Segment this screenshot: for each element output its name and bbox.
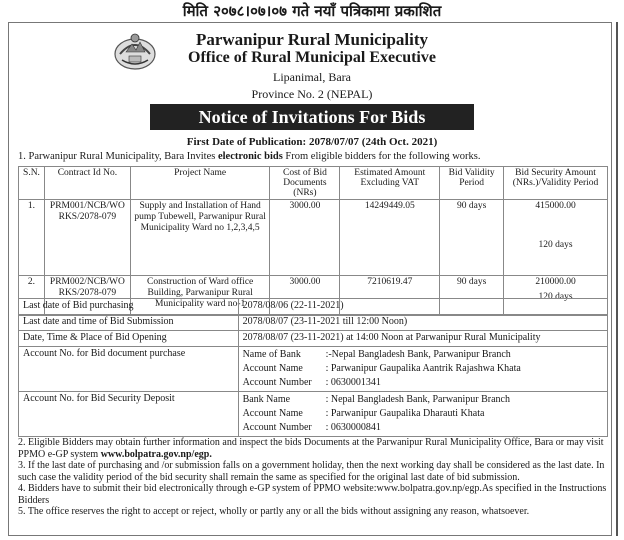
- works-header-row: [19, 167, 608, 200]
- row1-security-amount: 415000.00: [535, 201, 576, 211]
- col-estimate: Estimated Amount Excluding VAT: [340, 167, 440, 200]
- col-validity: Bid Validity Period: [440, 167, 504, 200]
- submission-label: Last date and time of Bid Submission: [19, 315, 239, 331]
- doc-bank-val: :-Nepal Bangladesh Bank, Parwanipur Branch: [325, 349, 511, 360]
- bid-info-table: [18, 298, 608, 437]
- row1-security-period: 120 days: [538, 240, 573, 250]
- row2-security-amount: 210000.00: [535, 277, 576, 287]
- row1-sn: 1.: [19, 200, 45, 276]
- sec-name-key: Account Name: [242, 408, 303, 419]
- intro-text: [18, 151, 481, 162]
- row2-project: Construction of Ward office Building, Parwanipur Rural Municipality ward no-1: [130, 276, 270, 316]
- sec-name-val: : Parwanipur Gaupalika Dharauti Khata: [325, 408, 485, 419]
- doc-num-val: : 0630001341: [325, 377, 381, 388]
- note-5: 5. The office reserves the right to accept or reject, wholly or partly any or all the bids without assigning any reason, whatsoever.: [18, 506, 530, 517]
- publication-date: First Date of Publication: 2078/07/07 (24th Oct. 2021): [186, 136, 438, 148]
- sec-account-details: [238, 392, 607, 437]
- sec-num-key: Account Number: [242, 422, 312, 433]
- intro-bold: electronic bids: [217, 151, 283, 162]
- purchase-label: Last date of Bid purchasing: [19, 299, 239, 315]
- sec-num-val: : 0630000841: [325, 422, 381, 433]
- doc-name-key: Account Name: [242, 363, 303, 374]
- row2-security-period: 120 days: [538, 292, 573, 302]
- note-2: [18, 437, 610, 460]
- purchase-value: 2078/08/06 (22-11-2021): [238, 299, 607, 315]
- works-table: [18, 166, 608, 316]
- notes-section: [18, 437, 610, 518]
- row2-validity: 90 days: [440, 276, 504, 316]
- row2-cost: 3000.00: [270, 276, 340, 316]
- doc-account-label: Account No. for Bid document purchase: [19, 347, 239, 392]
- sec-account-label: Account No. for Bid Security Deposit: [19, 392, 239, 437]
- note-3: 3. If the last date of purchasing and /or submission falls on a government holiday, then the next working day shall be considered as the last date. In such case the validity period of the bid security shall remain the same as specified for the original last date of bid submission.: [18, 460, 605, 483]
- office-name: Office of Rural Municipal Executive: [188, 49, 436, 66]
- table-row: [19, 200, 608, 276]
- row1-cost: 3000.00: [270, 200, 340, 276]
- table-row: [19, 392, 608, 437]
- row1-security: [504, 200, 608, 276]
- table-row: [19, 331, 608, 347]
- table-row: [19, 347, 608, 392]
- intro-post: From eligible bidders for the following works.: [282, 151, 481, 162]
- doc-bank-key: Name of Bank: [242, 349, 301, 360]
- note-2-link: www.bolpatra.gov.np/egp.: [100, 448, 212, 460]
- col-sn: S.N.: [19, 167, 45, 200]
- table-row: [19, 299, 608, 315]
- sec-bank-val: : Nepal Bangladesh Bank, Parwanipur Branch: [325, 394, 510, 405]
- row1-contract: PRM001/NCB/WORKS/2078-079: [44, 200, 130, 276]
- sec-bank-key: Bank Name: [242, 394, 291, 405]
- row1-project: Supply and Installation of Hand pump Tubewell, Parwanipur Rural Municipality Ward no 1,2,3,4,5: [130, 200, 270, 276]
- doc-num-key: Account Number: [242, 377, 312, 388]
- org-name: Parwanipur Rural Municipality: [195, 30, 429, 49]
- col-contract: Contract Id No.: [44, 167, 130, 200]
- opening-label: Date, Time & Place of Bid Opening: [19, 331, 239, 347]
- notice-title: Notice of Invitations For Bids: [150, 104, 474, 130]
- address-line1: Lipanimal, Bara: [273, 70, 351, 84]
- note-2-text: 2. Eligible Bidders may obtain further information and inspect the bids Documents at the Parwanipur Rural Municipality Office, Bara or may visit PPMO e-GP system: [18, 437, 604, 460]
- submission-value: 2078/08/07 (23-11-2021 till 12:00 Noon): [238, 315, 607, 331]
- doc-name-val: : Parwanipur Gaupalika Aantrik Rajashwa Khata: [325, 363, 521, 374]
- row2-sn: 2.: [19, 276, 45, 316]
- col-cost: Cost of Bid Documents (NRs): [270, 167, 340, 200]
- row1-validity: 90 days: [440, 200, 504, 276]
- row2-contract: PRM002/NCB/WORKS/2078-079: [44, 276, 130, 316]
- intro-pre: 1. Parwanipur Rural Municipality, Bara Invites: [18, 151, 218, 162]
- row2-estimate: 7210619.47: [340, 276, 440, 316]
- row1-estimate: 14249449.05: [340, 200, 440, 276]
- table-row: [19, 315, 608, 331]
- col-project: Project Name: [130, 167, 270, 200]
- doc-account-details: [238, 347, 607, 392]
- publication-banner: मिति २०७८।०७।०७ गते नयाँ पत्रिकामा प्रकाशित: [182, 2, 442, 20]
- note-4: 4. Bidders have to submit their bid electronically through e-GP system of PPMO website:www.bolpatra.gov.np/egp.As specified in the Instructions Bidders: [18, 483, 607, 506]
- col-security: Bid Security Amount (NRs.)/Validity Period: [504, 167, 608, 200]
- opening-value: 2078/08/07 (23-11-2021) at 14:00 Noon at Parwanipur Rural Municipality: [238, 331, 607, 347]
- address-line2: Province No. 2 (NEPAL): [251, 87, 373, 101]
